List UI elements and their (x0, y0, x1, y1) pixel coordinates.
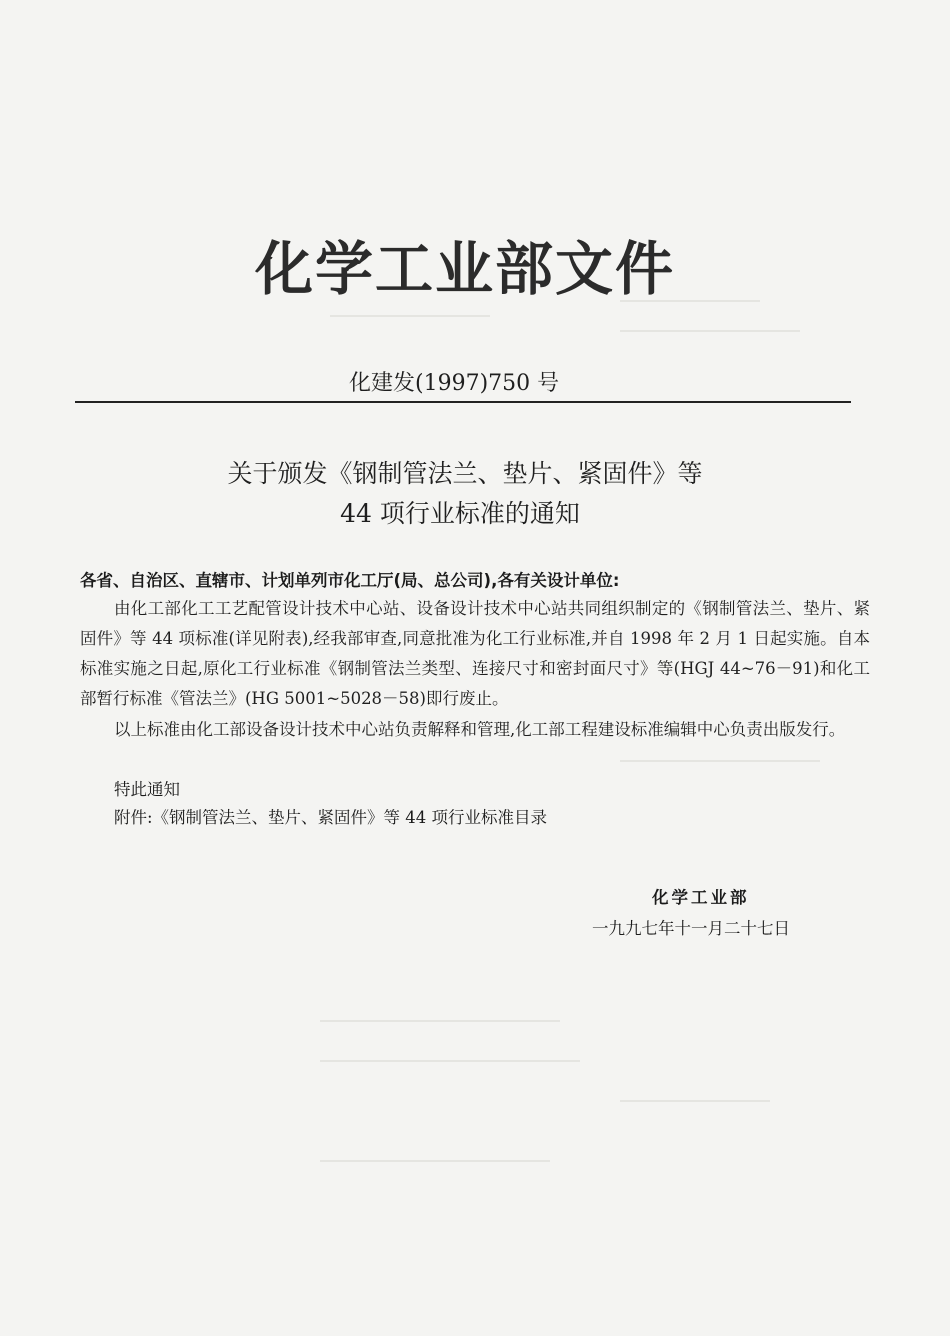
sign-date: 一九九七年十一月二十七日 (592, 919, 790, 938)
notice-title-line1: 关于颁发《钢制管法兰、垫片、紧固件》等 (227, 459, 703, 488)
show-through-mark (620, 330, 800, 332)
show-through-mark (620, 1100, 770, 1102)
header-title: 化学工业部文件 (255, 235, 676, 303)
attachment-line: 附件:《钢制管法兰、垫片、紧固件》等 44 项行业标准目录 (114, 808, 548, 827)
show-through-mark (330, 315, 490, 317)
show-through-mark (320, 1160, 550, 1162)
show-through-mark (320, 1020, 560, 1022)
document-number: 化建发(1997)750 号 (349, 371, 560, 396)
show-through-mark (320, 1060, 580, 1062)
show-through-mark (620, 760, 820, 762)
closing-remark: 特此通知 (114, 780, 180, 799)
body-paragraph-1: 由化工部化工工艺配管设计技术中心站、设备设计技术中心站共同组织制定的《钢制管法兰、垫片、紧固件》等 44 项标准(详见附表),经我部审查,同意批准为化工行业标准,并自 1998 年 2 月 1 日起实施。自本标准实施之日起,原化工行业标准《钢制管法兰类型、连接尺寸和密封面尺寸》等(HGJ 44~76－91)和化工部暂行标准《管法兰》(HG 5001~5028－58)即行废止。 (80, 599, 870, 708)
body-paragraph-2: 以上标准由化工部设备设计技术中心站负责解释和管理,化工部工程建设标准编辑中心负责出版发行。 (114, 720, 846, 739)
header-divider (75, 401, 851, 403)
notice-title-line2: 44 项行业标准的通知 (340, 499, 580, 528)
addressee: 各省、自治区、直辖市、计划单列市化工厅(局、总公司),各有关设计单位: (80, 571, 620, 590)
signer: 化学工业部 (652, 888, 750, 907)
